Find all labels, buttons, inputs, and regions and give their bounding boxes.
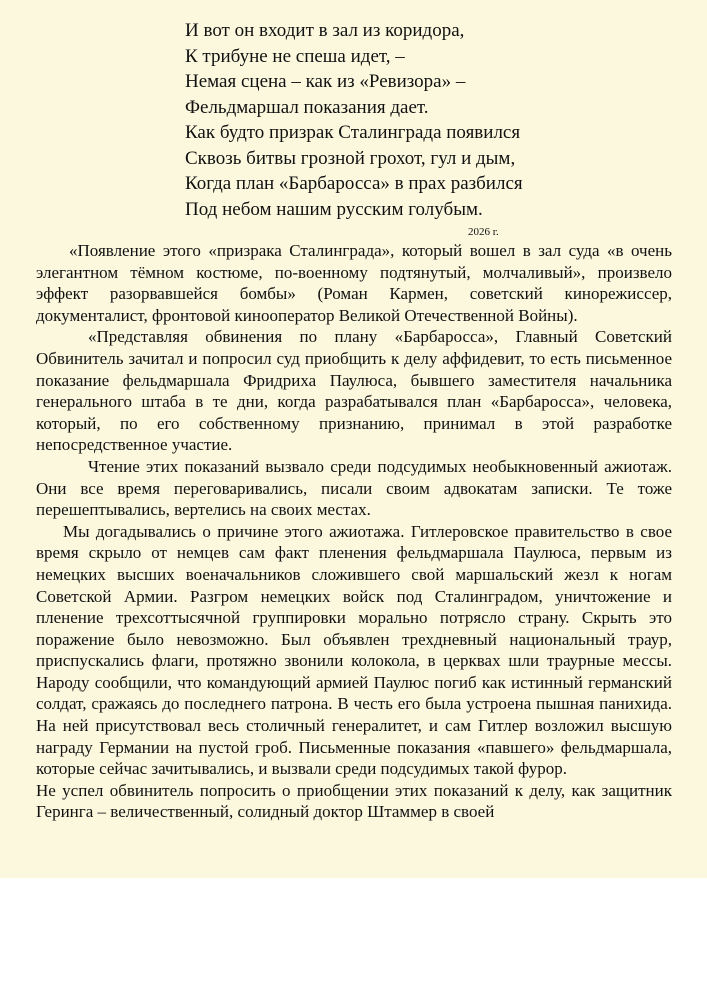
poem-line: И вот он входит в зал из коридора, bbox=[185, 20, 465, 41]
poem-line: Когда план «Барбаросса» в прах разбился bbox=[185, 173, 523, 194]
poem-line: Как будто призрак Сталинграда появился bbox=[185, 122, 521, 143]
poem-line: Немая сцена – как из «Ревизора» – bbox=[185, 71, 466, 92]
paragraph: «Появление этого «призрака Сталинграда», который вошел в зал суда «в очень элегантном тёмном костюме, по-военному подтянутый, молчаливый», произвело эффект разорвавшейся бомбы» (Роман Кармен, советский кинорежиссер, документалист, фронтовой кинооператор Великой Отечественной Войны). bbox=[36, 241, 672, 325]
poem-line: Под небом нашим русским голубым. bbox=[185, 198, 483, 220]
poem-line: К трибуне не спеша идет, – bbox=[185, 45, 405, 67]
paragraph: Не успел обвинитель попросить о приобщении этих показаний к делу, как защитник Геринга – величественный, солидный доктор Штаммер в своей bbox=[36, 780, 672, 822]
paragraph: Чтение этих показаний вызвало среди подсудимых необыкновенный ажиотаж. Они все время переговаривались, писали своим адвокатам записки. Те тоже перешептывались, вертелись на своих местах. bbox=[36, 456, 672, 520]
poem-year: 2026 г. bbox=[468, 226, 499, 238]
paragraph: «Представляя обвинения по плану «Барбаросса», Главный Советский Обвинитель зачитал и попросил суд приобщить к делу аффидевит, то есть письменное показание фельдмаршала Фридриха Паулюса, бывшего заместителя начальника генерального штаба в те дни, когда разрабатывался план «Барбаросса», человека, который, по его собственному признанию, принимал в этой разработке непосредственное участие. bbox=[36, 327, 672, 455]
poem-line: Сквозь битвы грозной грохот, гул и дым, bbox=[185, 147, 516, 169]
poem-line: Фельдмаршал показания дает. bbox=[185, 96, 429, 118]
prose-body bbox=[36, 240, 672, 823]
poem-stanza bbox=[185, 18, 523, 222]
paragraph: Мы догадывались о причине этого ажиотажа. Гитлеровское правительство в свое время скрыло от немцев сам факт пленения фельдмаршала Паулюса, первым из немецких высших военачальников сложившего свой маршальский жезл к ногам Советской Армии. Разгром немецких войск под Сталинградом, уничтожение и пленение трехсоттысячной группировки морально потрясло страну. Скрыть это поражение было невозможно. Был объявлен трехдневный национальный траур, приспускались флаги, протяжно звонили колокола, в церквах шли траурные мессы. Народу сообщили, что командующий армией Паулюс погиб как истинный германский солдат, сражаясь до последнего патрона. В честь его была устроена пышная панихида. На ней присутствовал весь столичный генералитет, и сам Гитлер возложил высшую награду Германии на пустой гроб. Письменные показания «павшего» фельдмаршала, которые сейчас зачитывались, и вызвали среди подсудимых такой фурор. bbox=[36, 521, 672, 779]
